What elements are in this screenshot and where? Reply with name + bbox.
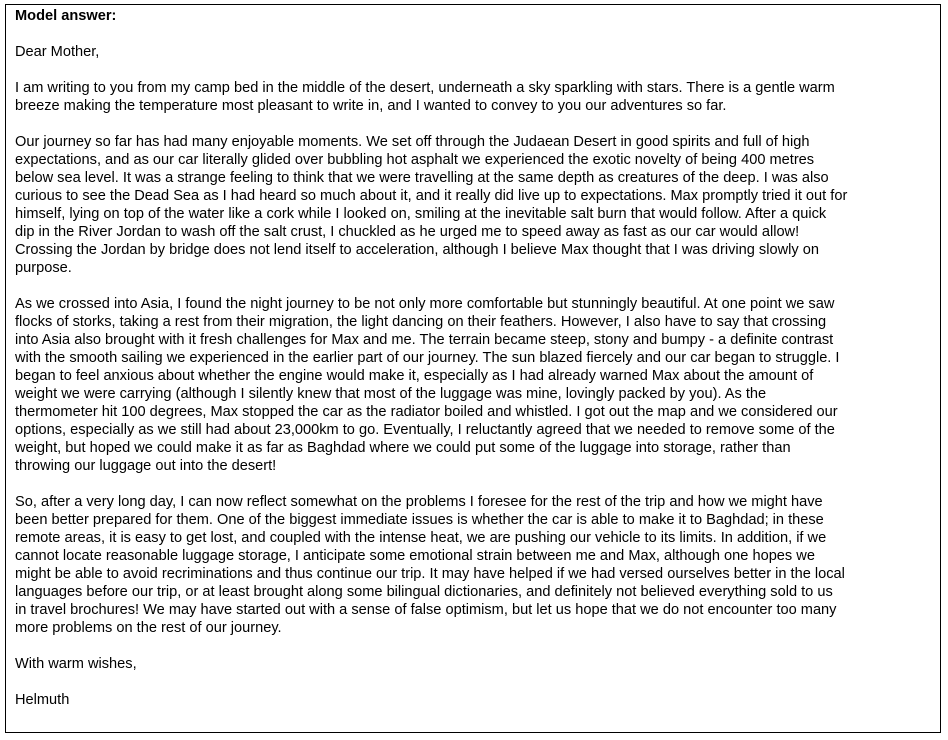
letter-content	[15, 7, 927, 727]
salutation: Dear Mother,	[15, 44, 100, 60]
text-line: purpose.	[15, 260, 72, 276]
text-line: remote areas, it is easy to get lost, and coupled with the intense heat, we are pushing our vehicle to its limits. In addition, if we	[15, 530, 827, 546]
text-line: languages before our trip, or at least brought along some bilingual dictionaries, and definitely not believed everything sold to us	[15, 584, 833, 600]
paragraph-3	[15, 295, 927, 475]
text-line: with the smooth sailing we experienced in the earlier part of our journey. The sun blazed fiercely and our car began to struggle. I	[15, 350, 840, 366]
text-line: expectations, and as our car literally glided over bubbling hot asphalt we experienced the exotic novelty of being 400 metres	[15, 152, 815, 168]
signature: Helmuth	[15, 692, 70, 708]
text-line: cannot locate reasonable luggage storage, I anticipate some emotional strain between me and Max, although one hopes we	[15, 548, 815, 564]
text-line: might be able to avoid recriminations and thus continue our trip. It may have helped if we had versed ourselves better in the local	[15, 566, 845, 582]
text-line: in travel brochures! We may have started out with a sense of false optimism, but let us hope that we do not encounter too many	[15, 602, 837, 618]
text-line: Our journey so far has had many enjoyable moments. We set off through the Judaean Desert in good spirits and full of high	[15, 134, 810, 150]
text-line: As we crossed into Asia, I found the night journey to be not only more comfortable but stunningly beautiful. At one point we saw	[15, 296, 835, 312]
text-line: flocks of storks, taking a rest from their migration, the light dancing on their feathers. However, I also have to say that crossing	[15, 314, 827, 330]
text-line: more problems on the rest of our journey.	[15, 620, 282, 636]
closing: With warm wishes,	[15, 656, 137, 672]
text-line: dip in the River Jordan to wash off the salt crust, I chuckled as he urged me to speed away as fast as our car would allow!	[15, 224, 800, 240]
text-line: throwing our luggage out into the desert!	[15, 458, 277, 474]
text-line: I am writing to you from my camp bed in the middle of the desert, underneath a sky sparkling with stars. There is a gentle warm	[15, 80, 835, 96]
text-line: began to feel anxious about whether the engine would make it, especially as I had already warned Max about the amount of	[15, 368, 814, 384]
text-line: weight we were carrying (although I silently knew that most of the luggage was mine, lovingly packed by you). As the	[15, 386, 767, 402]
text-line: So, after a very long day, I can now reflect somewhat on the problems I foresee for the rest of the trip and how we might have	[15, 494, 823, 510]
text-line: Crossing the Jordan by bridge does not lend itself to acceleration, although I believe Max thought that I was driving slowly on	[15, 242, 819, 258]
text-line: below sea level. It was a strange feeling to think that we were travelling at the same depth as creatures of the deep. I was also	[15, 170, 829, 186]
text-line: into Asia also brought with it fresh challenges for Max and me. The terrain became steep, stony and bumpy - a definite contrast	[15, 332, 834, 348]
paragraph-1	[15, 79, 927, 115]
text-line: himself, lying on top of the water like a cork while I looked on, smiling at the inevitable salt burn that would follow. After a quick	[15, 206, 827, 222]
text-line: been better prepared for them. One of the biggest immediate issues is whether the car is able to make it to Baghdad; in these	[15, 512, 824, 528]
text-line: weight, but hoped we could make it as far as Baghdad where we could put some of the luggage into storage, rather than	[15, 440, 791, 456]
paragraph-4	[15, 493, 927, 637]
text-line: curious to see the Dead Sea as I had heard so much about it, and it really did live up to expectations. Max promptly tried it out for	[15, 188, 848, 204]
text-line: thermometer hit 100 degrees, Max stopped the car as the radiator boiled and whistled. I got out the map and we considered our	[15, 404, 838, 420]
paragraph-2	[15, 133, 927, 277]
model-answer-heading: Model answer:	[15, 8, 117, 24]
text-line: breeze making the temperature most pleasant to write in, and I wanted to convey to you our adventures so far.	[15, 98, 727, 114]
document-frame	[5, 4, 941, 733]
text-line: options, especially as we still had about 23,000km to go. Eventually, I reluctantly agreed that we needed to remove some of the	[15, 422, 835, 438]
